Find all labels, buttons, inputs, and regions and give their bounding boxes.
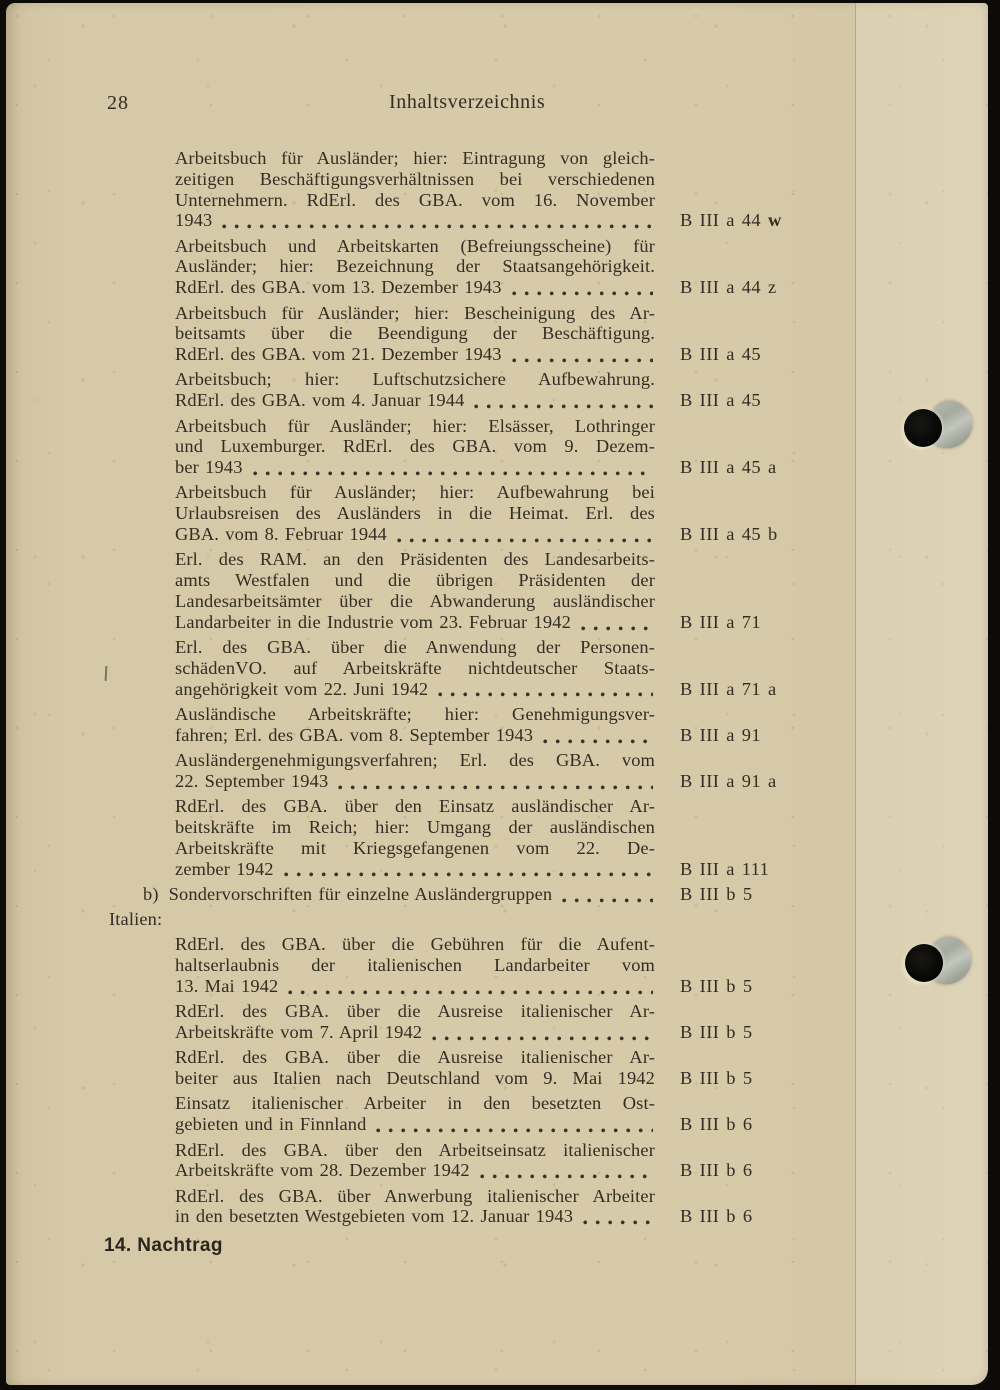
entry-line	[175, 1114, 655, 1135]
entry-line	[175, 934, 655, 955]
entry-line	[175, 976, 655, 997]
entry-text	[175, 934, 655, 996]
dot-leader	[543, 739, 653, 744]
entry-line-text: Unternehmern. RdErl. des GBA. vom 16. November	[175, 189, 655, 210]
entry-line	[175, 591, 655, 612]
entry-line-text: RdErl. des GBA. über Anwerbung italienischer Arbeiter	[175, 1185, 655, 1206]
entry-line	[175, 1068, 655, 1089]
entry-line-text: Arbeitskräfte vom 28. Dezember 1942	[175, 1160, 470, 1181]
ref-code: B III a 91 a	[680, 770, 777, 791]
dot-leader	[397, 538, 653, 543]
entry-line-text: Landarbeiter in die Industrie vom 23. Februar 1942	[175, 611, 571, 632]
dot-leader	[253, 471, 653, 476]
entry-line	[175, 148, 655, 169]
ref-code: B III a 45 b	[680, 524, 778, 545]
ref-code: B III a 111	[680, 858, 770, 879]
entry-line-text: 13. Mai 1942	[175, 975, 279, 996]
entry-line	[175, 955, 655, 976]
entry-line	[175, 210, 655, 231]
entry-line-text: RdErl. des GBA. vom 21. Dezember 1943	[175, 344, 502, 365]
entry-line-text: haltserlaubnis der italienischen Landarbeiter vom	[175, 955, 655, 976]
ref-code: B III a 91	[680, 724, 761, 745]
dot-leader	[562, 898, 653, 903]
entry-line-text: amts Westfalen und die übrigen Präsidenten der	[175, 570, 655, 591]
entry-line-text: Arbeitsbuch für Ausländer; hier: Bescheinigung des Ar-	[175, 302, 655, 323]
dot-leader	[581, 626, 653, 631]
entry-line	[175, 658, 655, 679]
entry-line-text: Landesarbeitsämter über die Abwanderung ausländischer	[175, 590, 655, 611]
entry-text	[175, 303, 655, 365]
entry-line-text: ber 1943	[175, 457, 243, 478]
ref-code-suffix: w	[761, 210, 782, 231]
entry-text	[175, 1140, 655, 1182]
entry-line	[175, 190, 655, 211]
toc-list	[109, 148, 791, 1232]
toc-entry	[143, 883, 791, 905]
dot-leader	[512, 291, 653, 296]
entry-line	[175, 369, 655, 390]
entry-line-text: beitskräfte im Reich; hier: Umgang der ausländischen	[175, 816, 655, 837]
entry-line-text: Arbeitsbuch und Arbeitskarten (Befreiungsscheine) für	[175, 235, 655, 256]
entry-line-text: zeitigen Beschäftigungsverhältnissen bei verschiedenen	[175, 168, 655, 189]
entry-text	[175, 416, 655, 478]
ref-code: B III a 45	[680, 390, 761, 411]
entry-line-text: in den besetzten Westgebieten vom 12. Januar 1943	[175, 1206, 574, 1227]
entry-line	[175, 796, 655, 817]
entry-line	[175, 1160, 655, 1181]
entry-line-text: Arbeitsbuch für Ausländer; hier: Elsässer, Lothringer	[175, 415, 655, 436]
dot-leader	[284, 872, 653, 877]
page-number: 28	[107, 92, 129, 114]
ref-code: B III b 5	[680, 883, 753, 904]
toc-entry	[175, 1001, 791, 1043]
punch-hole	[904, 409, 942, 447]
entry-text	[175, 482, 655, 544]
ref-code: B III b 5	[680, 1068, 753, 1089]
entry-line-text: RdErl. des GBA. vom 4. Januar 1944	[175, 390, 465, 411]
entry-text	[175, 750, 655, 792]
entry-text	[175, 1047, 655, 1089]
entry-line	[175, 457, 655, 478]
entry-text	[175, 1001, 655, 1043]
entry-line	[175, 416, 655, 437]
dot-leader	[480, 1174, 653, 1179]
toc-entry	[175, 549, 791, 632]
entry-line	[175, 1022, 655, 1043]
entry-line	[143, 884, 655, 905]
entry-text	[175, 796, 655, 879]
entry-line-text: Arbeitskräfte mit Kriegsgefangenen vom 22. De-	[175, 837, 655, 858]
entry-line-text: beitsamts über die Beendigung der Beschäftigung.	[175, 323, 655, 344]
entry-line	[175, 256, 655, 277]
toc-entry	[175, 637, 791, 699]
entry-line-text: Arbeitsbuch für Ausländer; hier: Aufbewahrung bei	[175, 482, 655, 503]
entry-line	[175, 859, 655, 880]
ref-code: B III b 6	[680, 1114, 753, 1135]
ref-code: B III a 44 z	[680, 277, 777, 298]
toc-entry	[175, 369, 791, 411]
entry-text	[143, 884, 655, 905]
entry-line	[175, 169, 655, 190]
dot-leader	[583, 1220, 653, 1225]
entry-line-text: Einsatz italienischer Arbeiter in den besetzten Ost-	[175, 1093, 655, 1114]
entry-line-text: fahren; Erl. des GBA. vom 8. September 1943	[175, 724, 534, 745]
entry-line-text: 22. September 1943	[175, 770, 329, 791]
entry-line-text: RdErl. des GBA. über die Gebühren für die Aufent-	[175, 934, 655, 955]
entry-line-text: RdErl. des GBA. über die Ausreise italienischer Ar-	[175, 1001, 655, 1022]
toc-entry	[175, 236, 791, 298]
entry-line-text: Erl. des GBA. über die Anwendung der Personen-	[175, 637, 655, 658]
toc-entry	[175, 1047, 791, 1089]
entry-line-text: Arbeitsbuch; hier: Luftschutzsichere Aufbewahrung.	[175, 369, 655, 390]
entry-line	[175, 817, 655, 838]
entry-line	[175, 1186, 655, 1207]
entry-line	[175, 1093, 655, 1114]
entry-line-text: GBA. vom 8. Februar 1944	[175, 524, 387, 545]
entry-line-text: zember 1942	[175, 858, 274, 879]
entry-line-text: Arbeitsbuch für Ausländer; hier: Eintragung von gleich-	[175, 148, 655, 168]
ref-code: B III a 71	[680, 611, 761, 632]
dot-leader	[438, 692, 653, 697]
entry-line-text: Erl. des RAM. an den Präsidenten des Landesarbeits-	[175, 549, 655, 570]
entry-line	[175, 482, 655, 503]
ref-code: B III a 44 w	[680, 210, 782, 231]
ref-code: B III b 6	[680, 1160, 753, 1181]
punch-hole	[905, 944, 943, 982]
entry-line	[175, 637, 655, 658]
dot-leader	[338, 785, 653, 790]
entry-line	[175, 323, 655, 344]
entry-text	[175, 637, 655, 699]
ref-code: B III b 5	[680, 975, 753, 996]
stray-pen-mark	[105, 666, 108, 681]
toc-entry	[175, 303, 791, 365]
entry-line-text: und Luxemburger. RdErl. des GBA. vom 9. Dezem-	[175, 436, 655, 457]
entry-text	[175, 236, 655, 298]
entry-text	[175, 1093, 655, 1135]
ref-code: B III a 45 a	[680, 457, 777, 478]
entry-line	[175, 750, 655, 771]
ref-code: B III b 6	[680, 1206, 753, 1227]
toc-entry	[175, 934, 791, 996]
entry-line-text: Sondervorschriften für einzelne Ausländergruppen	[168, 883, 553, 904]
entry-line	[175, 725, 655, 746]
toc-entry	[175, 482, 791, 544]
entry-line	[175, 1206, 655, 1227]
entry-line-text: RdErl. des GBA. über die Ausreise italienischer Ar-	[175, 1047, 655, 1068]
entry-line-text: angehörigkeit vom 22. Juni 1942	[175, 678, 429, 699]
dot-leader	[376, 1128, 653, 1133]
entry-line	[175, 277, 655, 298]
entry-line	[175, 390, 655, 411]
scanned-page	[6, 3, 988, 1385]
toc-entry	[175, 148, 791, 231]
entry-line	[175, 704, 655, 725]
toc-entry	[175, 704, 791, 746]
entry-line	[175, 570, 655, 591]
toc-entry	[175, 1186, 791, 1228]
dot-leader	[432, 1036, 653, 1041]
entry-line-text: RdErl. des GBA. über den Einsatz ausländischer Ar-	[175, 796, 655, 817]
ref-code: B III a 45	[680, 344, 761, 365]
dot-leader	[288, 990, 653, 995]
dot-leader	[222, 224, 653, 229]
list-letter: b)	[143, 883, 159, 904]
entry-line	[175, 524, 655, 545]
entry-line	[175, 771, 655, 792]
entry-text	[175, 549, 655, 632]
toc-entry	[175, 416, 791, 478]
entry-line	[175, 1001, 655, 1022]
entry-line	[175, 838, 655, 859]
page-title: Inhaltsverzeichnis	[389, 91, 546, 113]
entry-line-text: 1943	[175, 210, 213, 231]
dot-leader	[474, 404, 653, 409]
entry-line-text: gebieten und in Finnland	[175, 1114, 367, 1135]
entry-line-text: schädenVO. auf Arbeitskräfte nichtdeutscher Staats-	[175, 657, 655, 678]
entry-line-text: Ausländische Arbeitskräfte; hier: Genehmigungsver-	[175, 703, 655, 724]
entry-line	[175, 236, 655, 257]
entry-line	[175, 344, 655, 365]
entry-line-text: Urlaubsreisen des Ausländers in die Heimat. Erl. des	[175, 503, 655, 524]
section-label: Italien:	[109, 909, 163, 930]
entry-text	[175, 704, 655, 746]
entry-line	[175, 549, 655, 570]
toc-entry	[175, 1140, 791, 1182]
entry-line-text: Ausländergenehmigungsverfahren; Erl. des GBA. vom	[175, 750, 655, 771]
entry-line	[175, 303, 655, 324]
entry-text	[175, 1186, 655, 1228]
toc-entry	[175, 796, 791, 879]
entry-line	[175, 679, 655, 700]
toc-entry	[175, 1093, 791, 1135]
entry-text	[175, 148, 655, 231]
entry-line	[175, 436, 655, 457]
entry-line-text: RdErl. des GBA. über den Arbeitseinsatz italienischer	[175, 1139, 655, 1160]
toc-entry	[175, 750, 791, 792]
ref-code: B III b 5	[680, 1022, 753, 1043]
entry-line-text: beiter aus Italien nach Deutschland vom 9. Mai 1942	[175, 1068, 655, 1089]
dot-leader	[512, 358, 653, 363]
binding-strip	[855, 3, 988, 1385]
ref-code: B III a 71 a	[680, 678, 777, 699]
entry-line-text: RdErl. des GBA. vom 13. Dezember 1943	[175, 277, 502, 298]
entry-line-text: Arbeitskräfte vom 7. April 1942	[175, 1022, 423, 1043]
entry-line-text: Ausländer; hier: Bezeichnung der Staatsangehörigkeit.	[175, 256, 655, 277]
entry-line	[175, 612, 655, 633]
supplement-footer: 14. Nachtrag	[104, 1235, 223, 1256]
entry-line	[175, 1140, 655, 1161]
entry-line	[175, 503, 655, 524]
entry-line	[175, 1047, 655, 1068]
entry-text	[175, 369, 655, 411]
